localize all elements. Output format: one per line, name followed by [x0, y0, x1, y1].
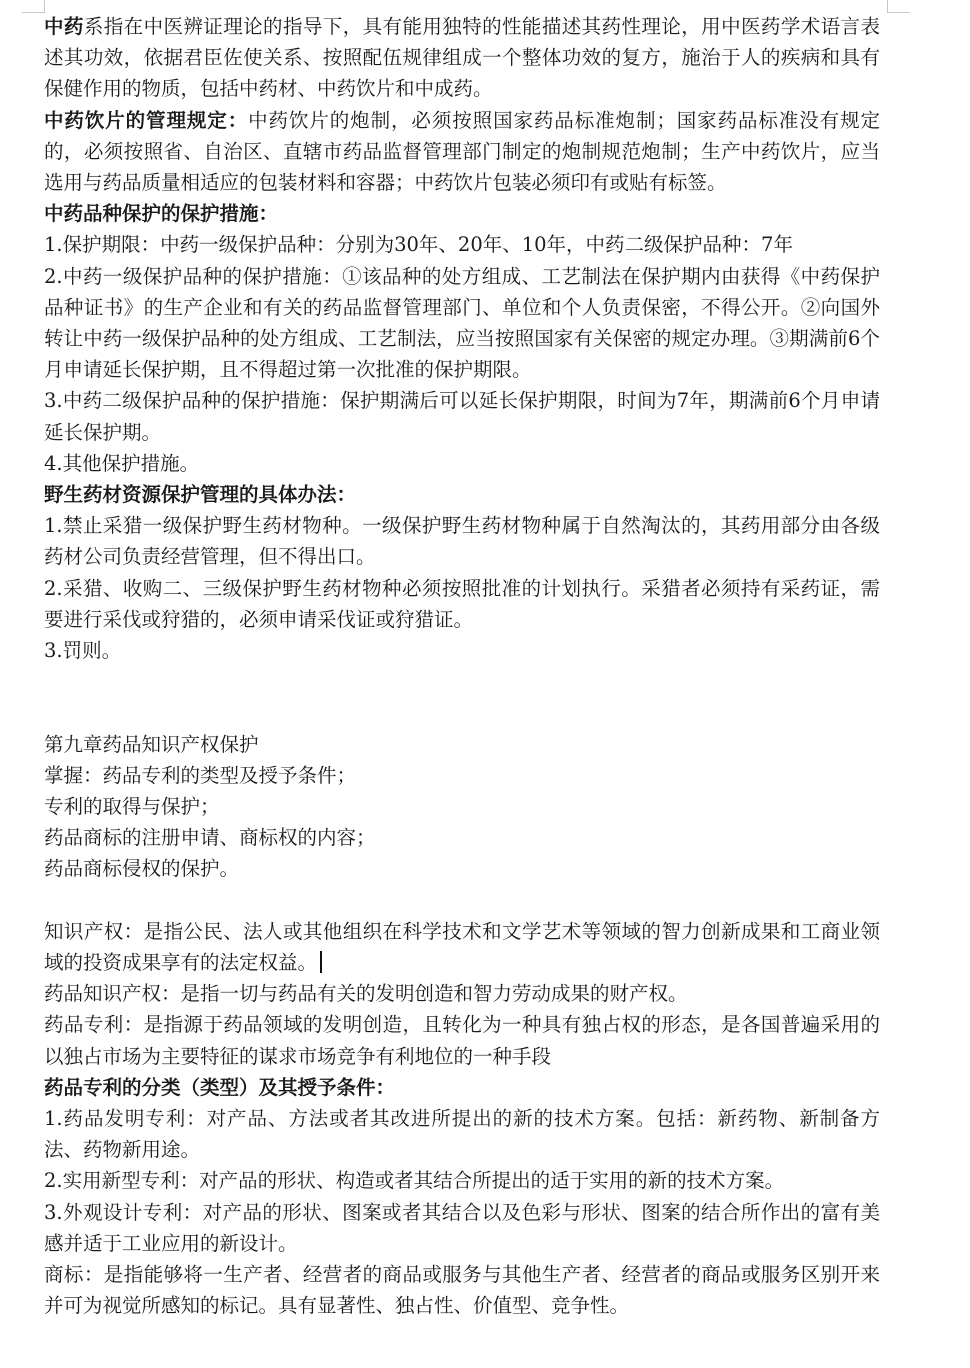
definition-ip[interactable] [44, 916, 880, 978]
wild-resources-item-2[interactable]: 2.采猎、收购二、三级保护野生药材物种必须按照批准的计划执行。采猎者必须持有采药证，需要进行采伐或狩猎的，必须申请采伐证或狩猎证。 [44, 576, 880, 631]
outline-item[interactable]: 专利的取得与保护； [44, 795, 220, 819]
definition-trademark[interactable]: 商标：是指能够将一生产者、经营者的商品或服务与其他生产者、经营者的商品或服务区别开来并可为视觉所感知的标记。具有显著性、独占性、价值型、竞争性。 [44, 1263, 880, 1318]
definition-tcm[interactable] [44, 11, 880, 105]
wild-resources-heading[interactable]: 野生药材资源保护管理的具体办法： [44, 483, 357, 507]
patent-types-heading[interactable]: 药品专利的分类（类型）及其授予条件： [44, 1075, 396, 1099]
definition-drug-ip[interactable]: 药品知识产权：是指一切与药品有关的发明创造和智力劳动成果的财产权。 [44, 982, 688, 1006]
patent-type-item[interactable]: 3.外观设计专利：对产品的形状、图案或者其结合以及色彩与形状、图案的结合所作出的富有美感并适于工业应用的新设计。 [44, 1200, 880, 1255]
page-corner-mark-right [887, 0, 910, 13]
definition-ip-text: 知识产权：是指公民、法人或其他组织在科学技术和文学艺术等领域的智力创新成果和工商业领域的投资成果享有的法定权益。 [44, 919, 880, 975]
decoction-pieces-regulation[interactable] [44, 105, 880, 199]
term-tcm: 中药 [44, 15, 84, 38]
wild-resources-item-1[interactable]: 1.禁止采猎一级保护野生药材物种。一级保护野生药材物种属于自然淘汰的，其药用部分由各级药材公司负责经营管理，但不得出口。 [44, 514, 880, 569]
outline-item[interactable]: 掌握：药品专利的类型及授予条件； [44, 763, 357, 787]
wild-resources-item-3[interactable]: 3.罚则。 [44, 639, 122, 663]
patent-type-item[interactable]: 2.实用新型专利：对产品的形状、构造或者其结合所提出的适于实用的新的技术方案。 [44, 1169, 785, 1193]
patent-type-item[interactable]: 1.药品发明专利：对产品、方法或者其改进所提出的新的技术方案。包括：新药物、新制备方法、药物新用途。 [44, 1107, 880, 1162]
protection-item-3[interactable]: 3.中药二级保护品种的保护措施：保护期满后可以延长保护期限，时间为7年，期满前6个月申请延长保护期。 [44, 389, 880, 444]
blank-line [44, 666, 880, 697]
page-corner-mark-left [22, 0, 45, 13]
outline-item[interactable]: 药品商标侵权的保护。 [44, 857, 240, 881]
definition-drug-patent[interactable]: 药品专利：是指源于药品领域的发明创造，且转化为一种具有独占权的形态，是各国普遍采用的以独占市场为主要特征的谋求市场竞争有利地位的一种手段 [44, 1013, 880, 1068]
decoction-pieces-heading: 中药饮片的管理规定： [44, 108, 249, 132]
definition-tcm-text: 系指在中医辨证理论的指导下，具有能用独特的性能描述其药性理论，用中医药学术语言表述其功效，依据君臣佐使关系、按照配伍规律组成一个整体功效的复方，施治于人的疾病和具有保健作用的物质，包括中药材、中药饮片和中成药。 [44, 15, 880, 101]
document-page[interactable] [44, 11, 880, 1321]
text-cursor [320, 951, 322, 973]
protection-item-1[interactable]: 1.保护期限：中药一级保护品种：分别为30年、20年、10年，中药二级保护品种：7年 [44, 233, 793, 257]
outline-item[interactable]: 药品商标的注册申请、商标权的内容； [44, 826, 376, 850]
protection-item-4[interactable]: 4.其他保护措施。 [44, 451, 200, 475]
blank-line [44, 885, 880, 916]
decoction-pieces-text: 中药饮片的炮制，必须按照国家药品标准炮制；国家药品标准没有规定的，必须按照省、自治区、直辖市药品监督管理部门制定的炮制规范炮制；生产中药饮片，应当选用与药品质量相适应的包装材料和容器；中药饮片包装必须印有或贴有标签。 [44, 108, 880, 195]
variety-protection-heading[interactable]: 中药品种保护的保护措施： [44, 202, 279, 226]
blank-line [44, 697, 880, 728]
protection-item-2[interactable]: 2.中药一级保护品种的保护措施：①该品种的处方组成、工艺制法在保护期内由获得《中药保护品种证书》的生产企业和有关的药品监督管理部门、单位和个人负责保密，不得公开。②向国外转让中药一级保护品种的处方组成、工艺制法，应当按照国家有关保密的规定办理。③期满前6个月申请延长保护期，且不得超过第一次批准的保护期限。 [44, 264, 880, 382]
chapter-heading[interactable]: 第九章药品知识产权保护 [44, 732, 259, 756]
